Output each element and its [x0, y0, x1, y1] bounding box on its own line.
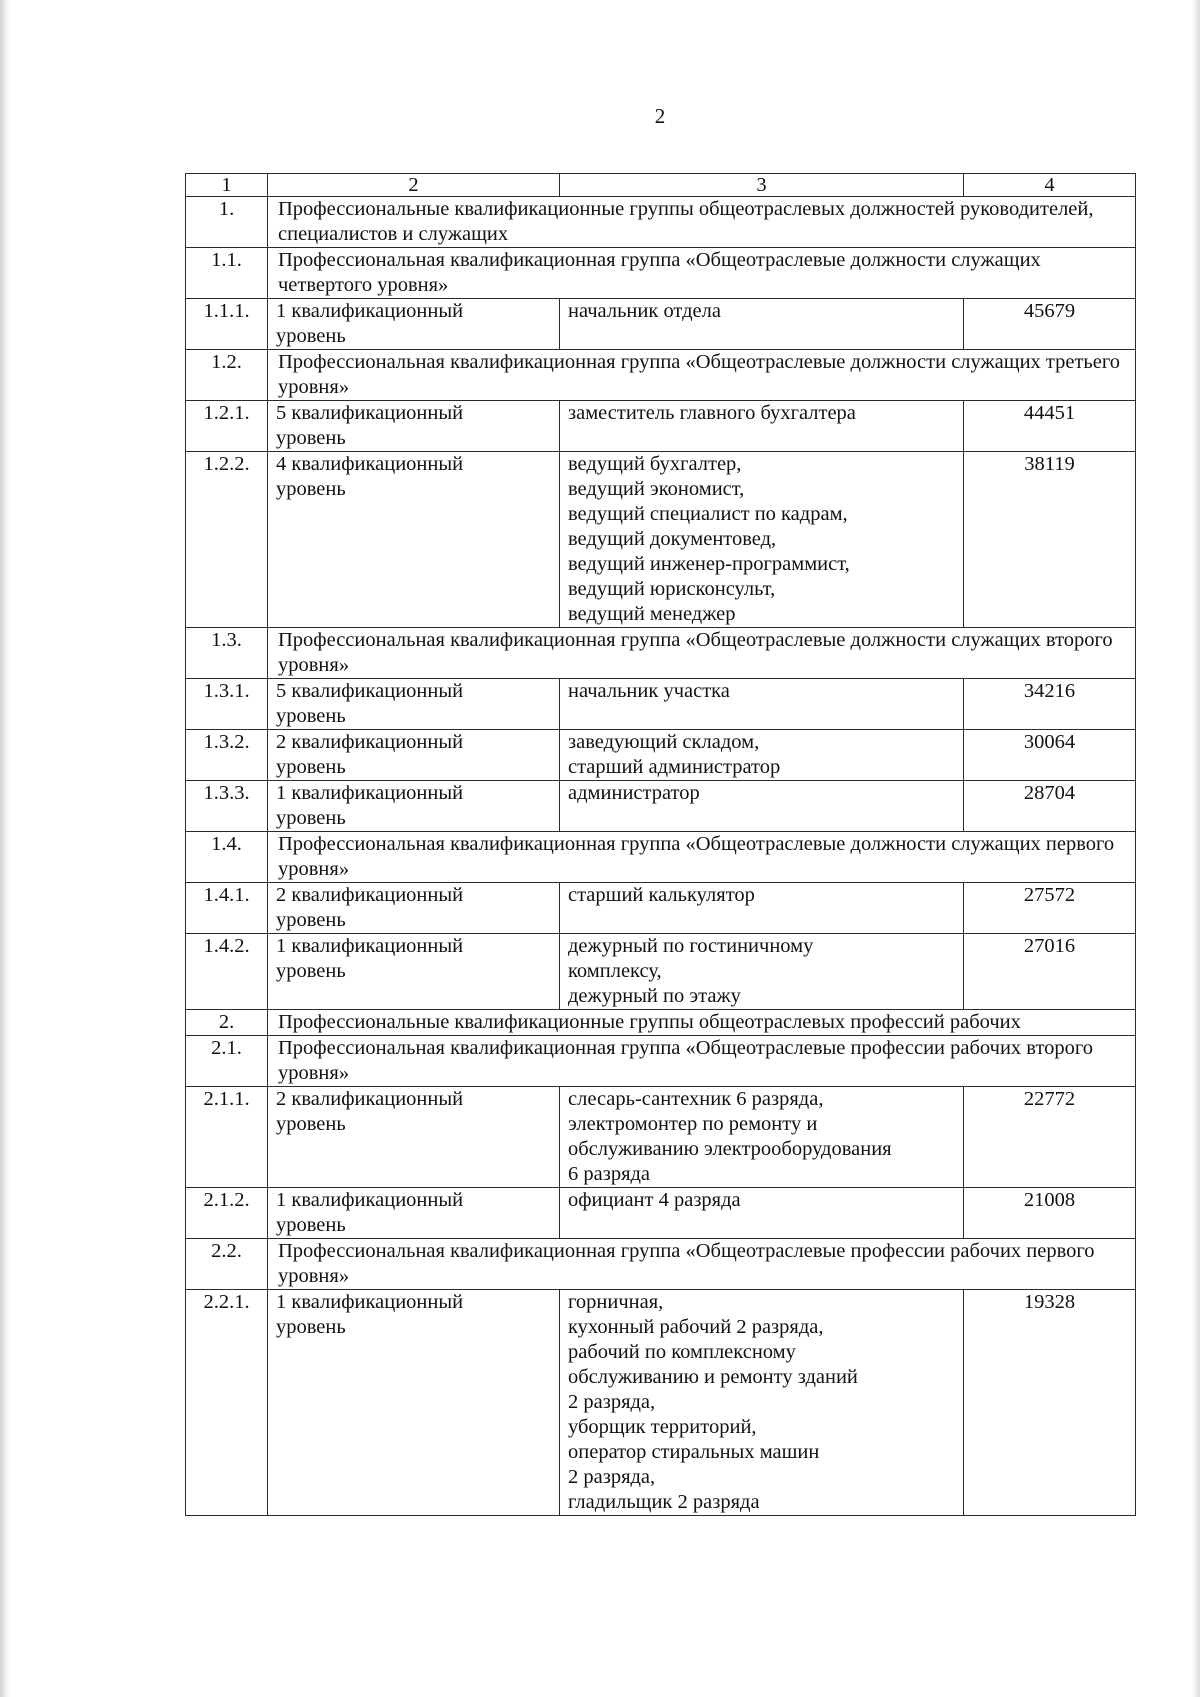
section-number: 1.3.: [186, 628, 268, 679]
section-number: 1.2.: [186, 350, 268, 401]
row-number: 1.2.2.: [186, 452, 268, 628]
section-row: [186, 832, 1136, 883]
salary-value: 45679: [964, 299, 1136, 350]
salary-value: 27572: [964, 883, 1136, 934]
row-number: 1.4.1.: [186, 883, 268, 934]
qualification-level: 5 квалификационный уровень: [268, 679, 560, 730]
section-title: Профессиональные квалификационные группы общеотраслевых должностей руководителей, специалистов и служащих: [268, 197, 1136, 248]
positions-list: горничная, кухонный рабочий 2 разряда, рабочий по комплексному обслуживанию и ремонту зданий 2 разряда, уборщик территорий, оператор стиральных машин 2 разряда, гладильщик 2 разряда: [560, 1290, 964, 1516]
section-title: Профессиональные квалификационные группы общеотраслевых профессий рабочих: [268, 1010, 1136, 1036]
positions-list: администратор: [560, 781, 964, 832]
section-title: Профессиональная квалификационная группа «Общеотраслевые должности служащих четвертого уровня»: [268, 248, 1136, 299]
qualification-level: 2 квалификационный уровень: [268, 1087, 560, 1188]
salary-value: 28704: [964, 781, 1136, 832]
row-number: 1.3.3.: [186, 781, 268, 832]
table-row: [186, 452, 1136, 628]
salary-value: 34216: [964, 679, 1136, 730]
section-title: Профессиональная квалификационная группа «Общеотраслевые профессии рабочих первого уровня»: [268, 1239, 1136, 1290]
positions-list: слесарь-сантехник 6 разряда, электромонтер по ремонту и обслуживанию электрооборудования 6 разряда: [560, 1087, 964, 1188]
table-row: [186, 781, 1136, 832]
table-header-row: [186, 174, 1136, 197]
table-row: [186, 299, 1136, 350]
section-title: Профессиональная квалификационная группа «Общеотраслевые должности служащих третьего уровня»: [268, 350, 1136, 401]
row-number: 1.2.1.: [186, 401, 268, 452]
salary-value: 44451: [964, 401, 1136, 452]
qualification-level: 2 квалификационный уровень: [268, 730, 560, 781]
page-number: 2: [654, 104, 666, 128]
salary-value: 38119: [964, 452, 1136, 628]
section-row: [186, 1010, 1136, 1036]
section-number: 1.: [186, 197, 268, 248]
page-edge-right: [1192, 0, 1200, 1697]
qualification-level: 1 квалификационный уровень: [268, 299, 560, 350]
positions-list: официант 4 разряда: [560, 1188, 964, 1239]
row-number: 1.3.1.: [186, 679, 268, 730]
section-number: 2.: [186, 1010, 268, 1036]
qualification-level: 2 квалификационный уровень: [268, 883, 560, 934]
positions-list: начальник отдела: [560, 299, 964, 350]
row-number: 2.2.1.: [186, 1290, 268, 1516]
section-title: Профессиональная квалификационная группа «Общеотраслевые должности служащих второго уровня»: [268, 628, 1136, 679]
row-number: 1.3.2.: [186, 730, 268, 781]
column-number-3: 3: [560, 174, 964, 197]
section-row: [186, 1239, 1136, 1290]
table-row: [186, 1087, 1136, 1188]
section-row: [186, 628, 1136, 679]
qualification-level: 4 квалификационный уровень: [268, 452, 560, 628]
positions-list: заведующий складом, старший администратор: [560, 730, 964, 781]
column-number-2: 2: [268, 174, 560, 197]
row-number: 2.1.1.: [186, 1087, 268, 1188]
section-number: 2.2.: [186, 1239, 268, 1290]
row-number: 1.1.1.: [186, 299, 268, 350]
positions-list: начальник участка: [560, 679, 964, 730]
salary-value: 21008: [964, 1188, 1136, 1239]
section-row: [186, 1036, 1136, 1087]
positions-list: старший калькулятор: [560, 883, 964, 934]
column-number-1: 1: [186, 174, 268, 197]
qualification-level: 1 квалификационный уровень: [268, 1290, 560, 1516]
table-row: [186, 883, 1136, 934]
qualification-level: 1 квалификационный уровень: [268, 781, 560, 832]
salary-table: [185, 173, 1136, 1516]
table-row: [186, 401, 1136, 452]
positions-list: заместитель главного бухгалтера: [560, 401, 964, 452]
section-number: 2.1.: [186, 1036, 268, 1087]
salary-value: 19328: [964, 1290, 1136, 1516]
salary-value: 27016: [964, 934, 1136, 1010]
section-title: Профессиональная квалификационная группа «Общеотраслевые профессии рабочих второго уровня»: [268, 1036, 1136, 1087]
section-number: 1.4.: [186, 832, 268, 883]
section-row: [186, 197, 1136, 248]
section-row: [186, 248, 1136, 299]
page-edge-left: [0, 0, 10, 1697]
table-row: [186, 1290, 1136, 1516]
column-number-4: 4: [964, 174, 1136, 197]
positions-list: дежурный по гостиничному комплексу, дежурный по этажу: [560, 934, 964, 1010]
qualification-level: 1 квалификационный уровень: [268, 1188, 560, 1239]
salary-value: 30064: [964, 730, 1136, 781]
section-number: 1.1.: [186, 248, 268, 299]
section-row: [186, 350, 1136, 401]
table-row: [186, 1188, 1136, 1239]
table-row: [186, 730, 1136, 781]
table-row: [186, 679, 1136, 730]
table-row: [186, 934, 1136, 1010]
section-title: Профессиональная квалификационная группа «Общеотраслевые должности служащих первого уровня»: [268, 832, 1136, 883]
qualification-level: 5 квалификационный уровень: [268, 401, 560, 452]
table-body: [186, 174, 1136, 1516]
qualification-level: 1 квалификационный уровень: [268, 934, 560, 1010]
row-number: 1.4.2.: [186, 934, 268, 1010]
row-number: 2.1.2.: [186, 1188, 268, 1239]
salary-value: 22772: [964, 1087, 1136, 1188]
positions-list: ведущий бухгалтер, ведущий экономист, ведущий специалист по кадрам, ведущий документовед, ведущий инженер-программист, ведущий юрисконсульт, ведущий менеджер: [560, 452, 964, 628]
